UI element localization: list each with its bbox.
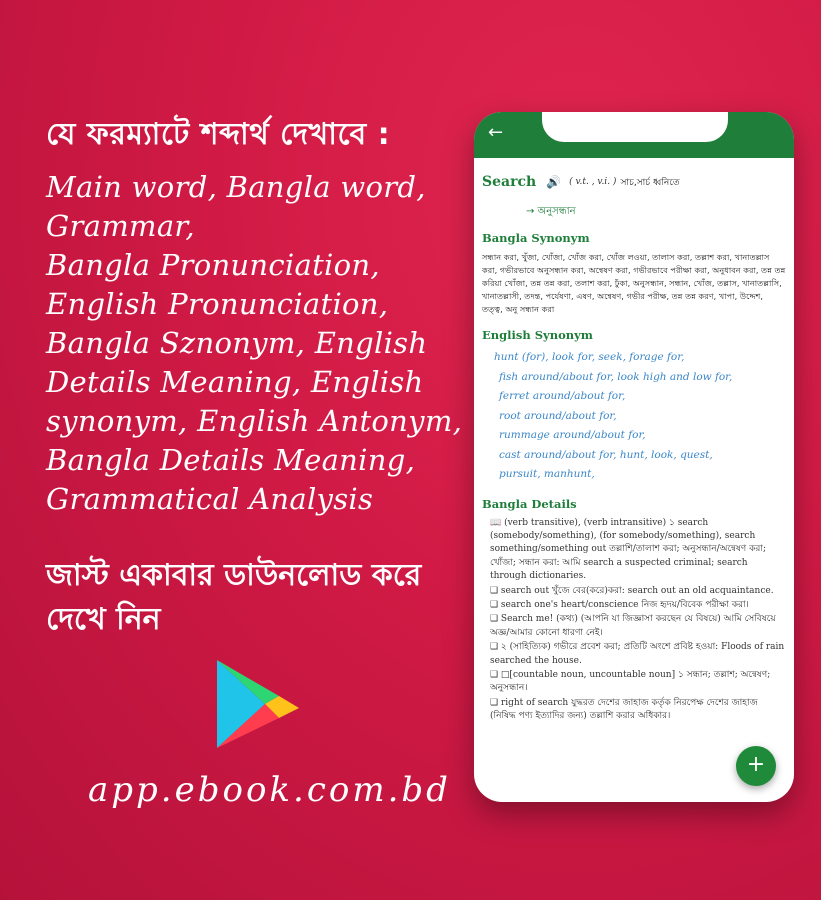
back-arrow-icon[interactable]: ← bbox=[488, 122, 504, 143]
feature-line: Details Meaning, English bbox=[46, 365, 424, 399]
synonym-line[interactable]: root around/about for, bbox=[499, 409, 617, 422]
grammar-label: ( v.t. , v.i. ) bbox=[569, 177, 617, 187]
synonym-line[interactable]: rummage around/about for, bbox=[499, 429, 646, 441]
dictionary-entry bbox=[482, 170, 786, 725]
bangla-meaning: → অনুসন্ধান bbox=[526, 206, 576, 217]
synonym-line[interactable]: pursuit, manhunt, bbox=[499, 468, 595, 480]
feature-line: Bangla Pronunciation, bbox=[46, 248, 380, 282]
english-synonym-list bbox=[482, 348, 786, 485]
bangla-details-title: Bangla Details bbox=[482, 496, 577, 511]
download-cta bbox=[46, 554, 466, 642]
bangla-synonym-text: সন্ধান করা, খুঁজা, খোঁজা, খোঁজ করা, খোঁজ লওয়া, তালাস করা, তল্লাশ করা, খানাতল্লাস করা, গভীরভাবে অনুসন্ধান করা, অন্বেষণ করা, গভীরভাবে পরীক্ষা করা, অনুধাবন করা, তন্ন তন্ন করিয়া খোঁজা, তন্ন তন্ন করা, তলাশ করা, ঢুঁকা, অনুসন্ধান, সন্ধান, খোঁজ, তল্লাস, খানাতল্লাসি, খানাতল্লাসী, তদন্ত, পর্যেষণা, এষণ, অন্বেষণ, গভীর পরীক্ষ, তন্ন তন্ন করণ, খাপা, উদ্দেশ, তত্ত্ব, অনু সন্ধান করা bbox=[482, 252, 786, 314]
synonym-line[interactable]: fish around/about for, look high and low for, bbox=[499, 370, 733, 383]
phone-mockup bbox=[474, 112, 794, 802]
synonym-line[interactable]: hunt (for), look for, seek, forage for, bbox=[494, 351, 685, 363]
pronunciation: সাচ,সার্চ ধ্বনিতে bbox=[620, 177, 680, 188]
feature-line: Grammatical Analysis bbox=[46, 482, 374, 516]
feature-line: Bangla Sznonym, English bbox=[46, 326, 428, 360]
feature-line: Main word, Bangla word, bbox=[46, 170, 426, 204]
cta-line: জাস্ট একাবার ডাউনলোড করে bbox=[46, 558, 422, 593]
details-paragraph: ❑ □[countable noun, uncountable noun] ১ সন্ধান; তল্লাশ; অন্বেষণ; অনুসন্ধান। bbox=[490, 669, 771, 694]
headword: Search bbox=[482, 174, 537, 190]
details-paragraph: ❑ search out খুঁজে বের(করে)করা: search out an old acquaintance. bbox=[490, 585, 774, 596]
feature-line: Grammar, bbox=[46, 209, 195, 243]
promo-heading: যে ফরম্যাটে শব্দার্থ দেখাবে : bbox=[46, 117, 391, 152]
details-paragraph: ❑ right of search যুদ্ধরত দেশের জাহাজ কর্তৃক নিরপেক্ষ দেশের জাহাজ (নিষিদ্ধ পণ্য ইত্যাদির জন্য) তল্লাশি করার অধিকার। bbox=[490, 697, 758, 722]
plus-icon: + bbox=[746, 752, 766, 777]
bangla-synonym-title: Bangla Synonym bbox=[482, 231, 590, 245]
bangla-details-text bbox=[482, 517, 786, 724]
feature-line: Bangla Details Meaning, bbox=[46, 443, 416, 477]
feature-list bbox=[46, 168, 463, 519]
cta-line: দেখে নিন bbox=[46, 602, 161, 637]
website-url[interactable]: app.ebook.com.bd bbox=[88, 770, 451, 810]
synonym-line[interactable]: cast around/about for, hunt, look, quest, bbox=[499, 448, 713, 461]
feature-line: English Pronunciation, bbox=[46, 287, 389, 321]
google-play-icon[interactable] bbox=[213, 658, 301, 750]
speaker-icon[interactable]: 🔊 bbox=[546, 175, 562, 189]
phone-notch bbox=[542, 112, 728, 142]
app-bar bbox=[474, 112, 794, 158]
entry-header bbox=[482, 170, 786, 194]
details-paragraph: ❑ ২ (সাহিত্যিক) গভীরে প্রবেশ করা; প্রতিটি অংশে প্রবিষ্ট হওয়া: Floods of rain searched the house. bbox=[490, 642, 785, 666]
synonym-line[interactable]: ferret around/about for, bbox=[499, 390, 626, 402]
details-paragraph: 📖 (verb transitive), (verb intransitive) ১ search (somebody/something), (for somebody/something), search something/something out তল্লাশি/তালাশ করা; অনুসন্ধান/অন্বেষণ করা; খোঁজা; সন্ধান করা: আমি search a suspected criminal; search through dictionaries. bbox=[490, 517, 766, 582]
english-synonym-title: English Synonym bbox=[482, 328, 593, 342]
feature-line: synonym, English Antonym, bbox=[46, 404, 463, 438]
details-paragraph: ❑ Search me! (কথ্য) (আপনি যা জিজ্ঞাসা করছেন যে বিষয়ে) আমি সেবিষয়ে অজ্ঞ/আমার কোনো ধারণা নেই। bbox=[490, 614, 776, 638]
details-paragraph: ❑ search one's heart/conscience নিজ হৃদয়/বিবেক পরীক্ষা করা। bbox=[490, 599, 749, 610]
add-fab-button[interactable] bbox=[736, 746, 776, 786]
